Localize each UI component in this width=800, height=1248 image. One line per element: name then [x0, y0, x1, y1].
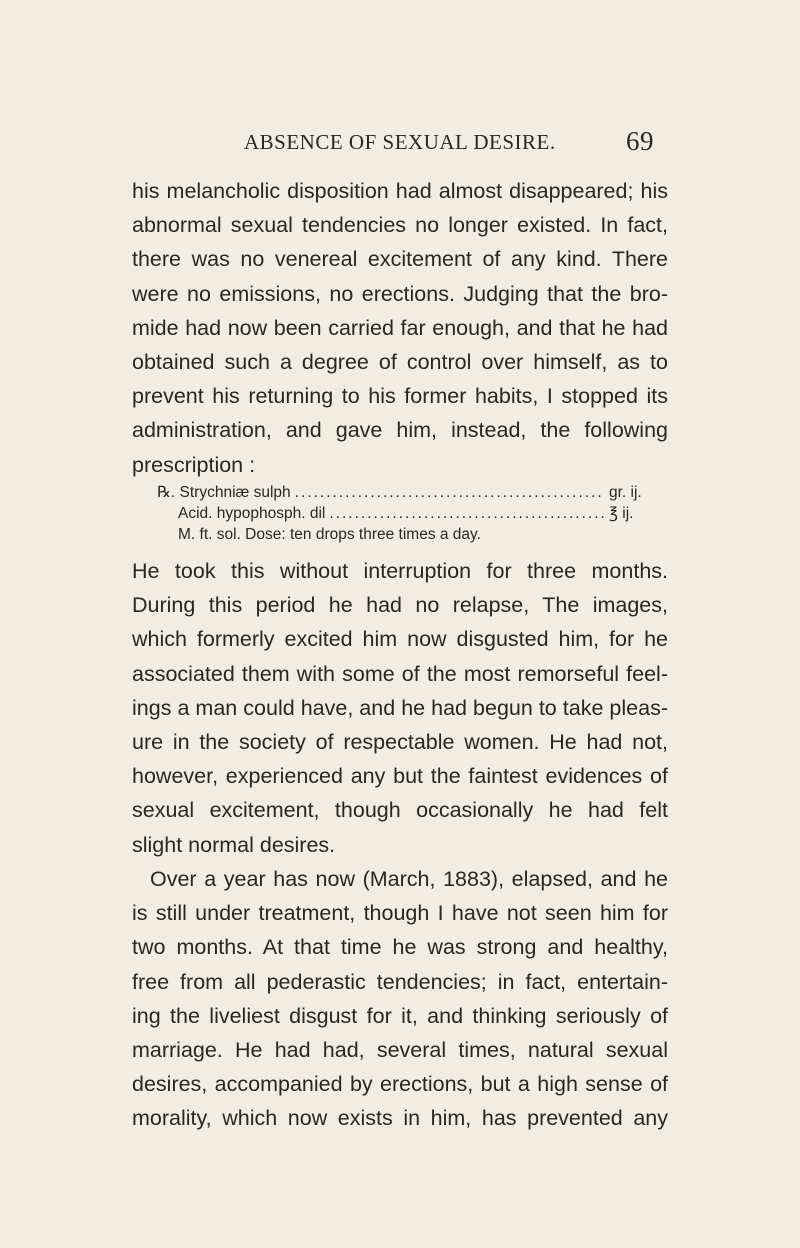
text-line: free from all pederastic tendencies; in fact, entertain- — [132, 969, 668, 994]
text-line: administration, and gave him, instead, the following — [132, 418, 668, 443]
leader-dots — [329, 503, 605, 524]
prescription-item — [157, 482, 657, 503]
text-line: abnormal sexual tendencies no longer existed. In fact, — [132, 213, 668, 238]
text-line: there was no venereal excitement of any kind. There — [132, 247, 668, 272]
text-line: ings a man could have, and he had begun to take pleas- — [132, 695, 668, 720]
text-line: were no emissions, no erections. Judging that the bro- — [132, 281, 668, 306]
prescription-item — [157, 503, 657, 524]
text-line: associated them with some of the most remorseful feel- — [132, 661, 668, 686]
prescription-item-name: ℞. Strychniæ sulph — [157, 484, 291, 501]
text-line: marriage. He had had, several times, natural sexual — [132, 1037, 668, 1062]
text-line: obtained such a degree of control over himself, as to — [132, 349, 668, 374]
text-line: sexual excitement, though occasionally he had felt — [132, 798, 668, 823]
text-line: ure in the society of respectable women. He had not, — [132, 729, 668, 754]
text-line: ing the liveliest disgust for it, and thinking seriously of — [132, 1003, 668, 1028]
prescription-item-name: Acid. hypophosph. dil — [178, 505, 326, 522]
text-line: which formerly excited him now disgusted him, for he — [132, 627, 668, 652]
prescription-item-qty: gr. ij. — [609, 484, 642, 501]
text-line: slight normal desires. — [132, 832, 336, 857]
leader-dots — [295, 482, 605, 503]
text-line: his melancholic disposition had almost disappeared; his — [132, 179, 668, 203]
text-line: During this period he had no relapse, The images, — [132, 593, 668, 618]
running-head — [244, 126, 654, 162]
page-number: 69 — [626, 126, 654, 156]
paragraph-2 — [132, 554, 668, 862]
text-line: prescription : — [132, 452, 256, 477]
text-line: two months. At that time he was strong and healthy, — [132, 935, 668, 960]
running-title: ABSENCE OF SEXUAL DESIRE. — [244, 130, 556, 154]
text-line: is still under treatment, though I have not seen him for — [132, 901, 668, 926]
text-line: Over a year has now (March, 1883), elapsed, and he — [150, 867, 668, 891]
text-line: however, experienced any but the faintest evidences of — [132, 764, 668, 789]
text-line: mide had now been carried far enough, and that he had — [132, 315, 668, 340]
text-line: desires, accompanied by erections, but a high sense of — [132, 1072, 668, 1097]
prescription — [157, 482, 657, 545]
paragraph-1 — [132, 174, 668, 482]
prescription-item-qty: ℥ ij. — [609, 505, 634, 522]
rx-symbol: ℞. — [157, 484, 176, 501]
paragraph-3 — [132, 862, 668, 1136]
prescription-direction: M. ft. sol. Dose: ten drops three times a day. — [178, 526, 481, 543]
text-line: prevent his returning to his former habits, I stopped its — [132, 384, 668, 409]
text-line: morality, which now exists in him, has prevented any — [132, 1106, 668, 1131]
text-line: He took this without interruption for three months. — [132, 559, 668, 583]
